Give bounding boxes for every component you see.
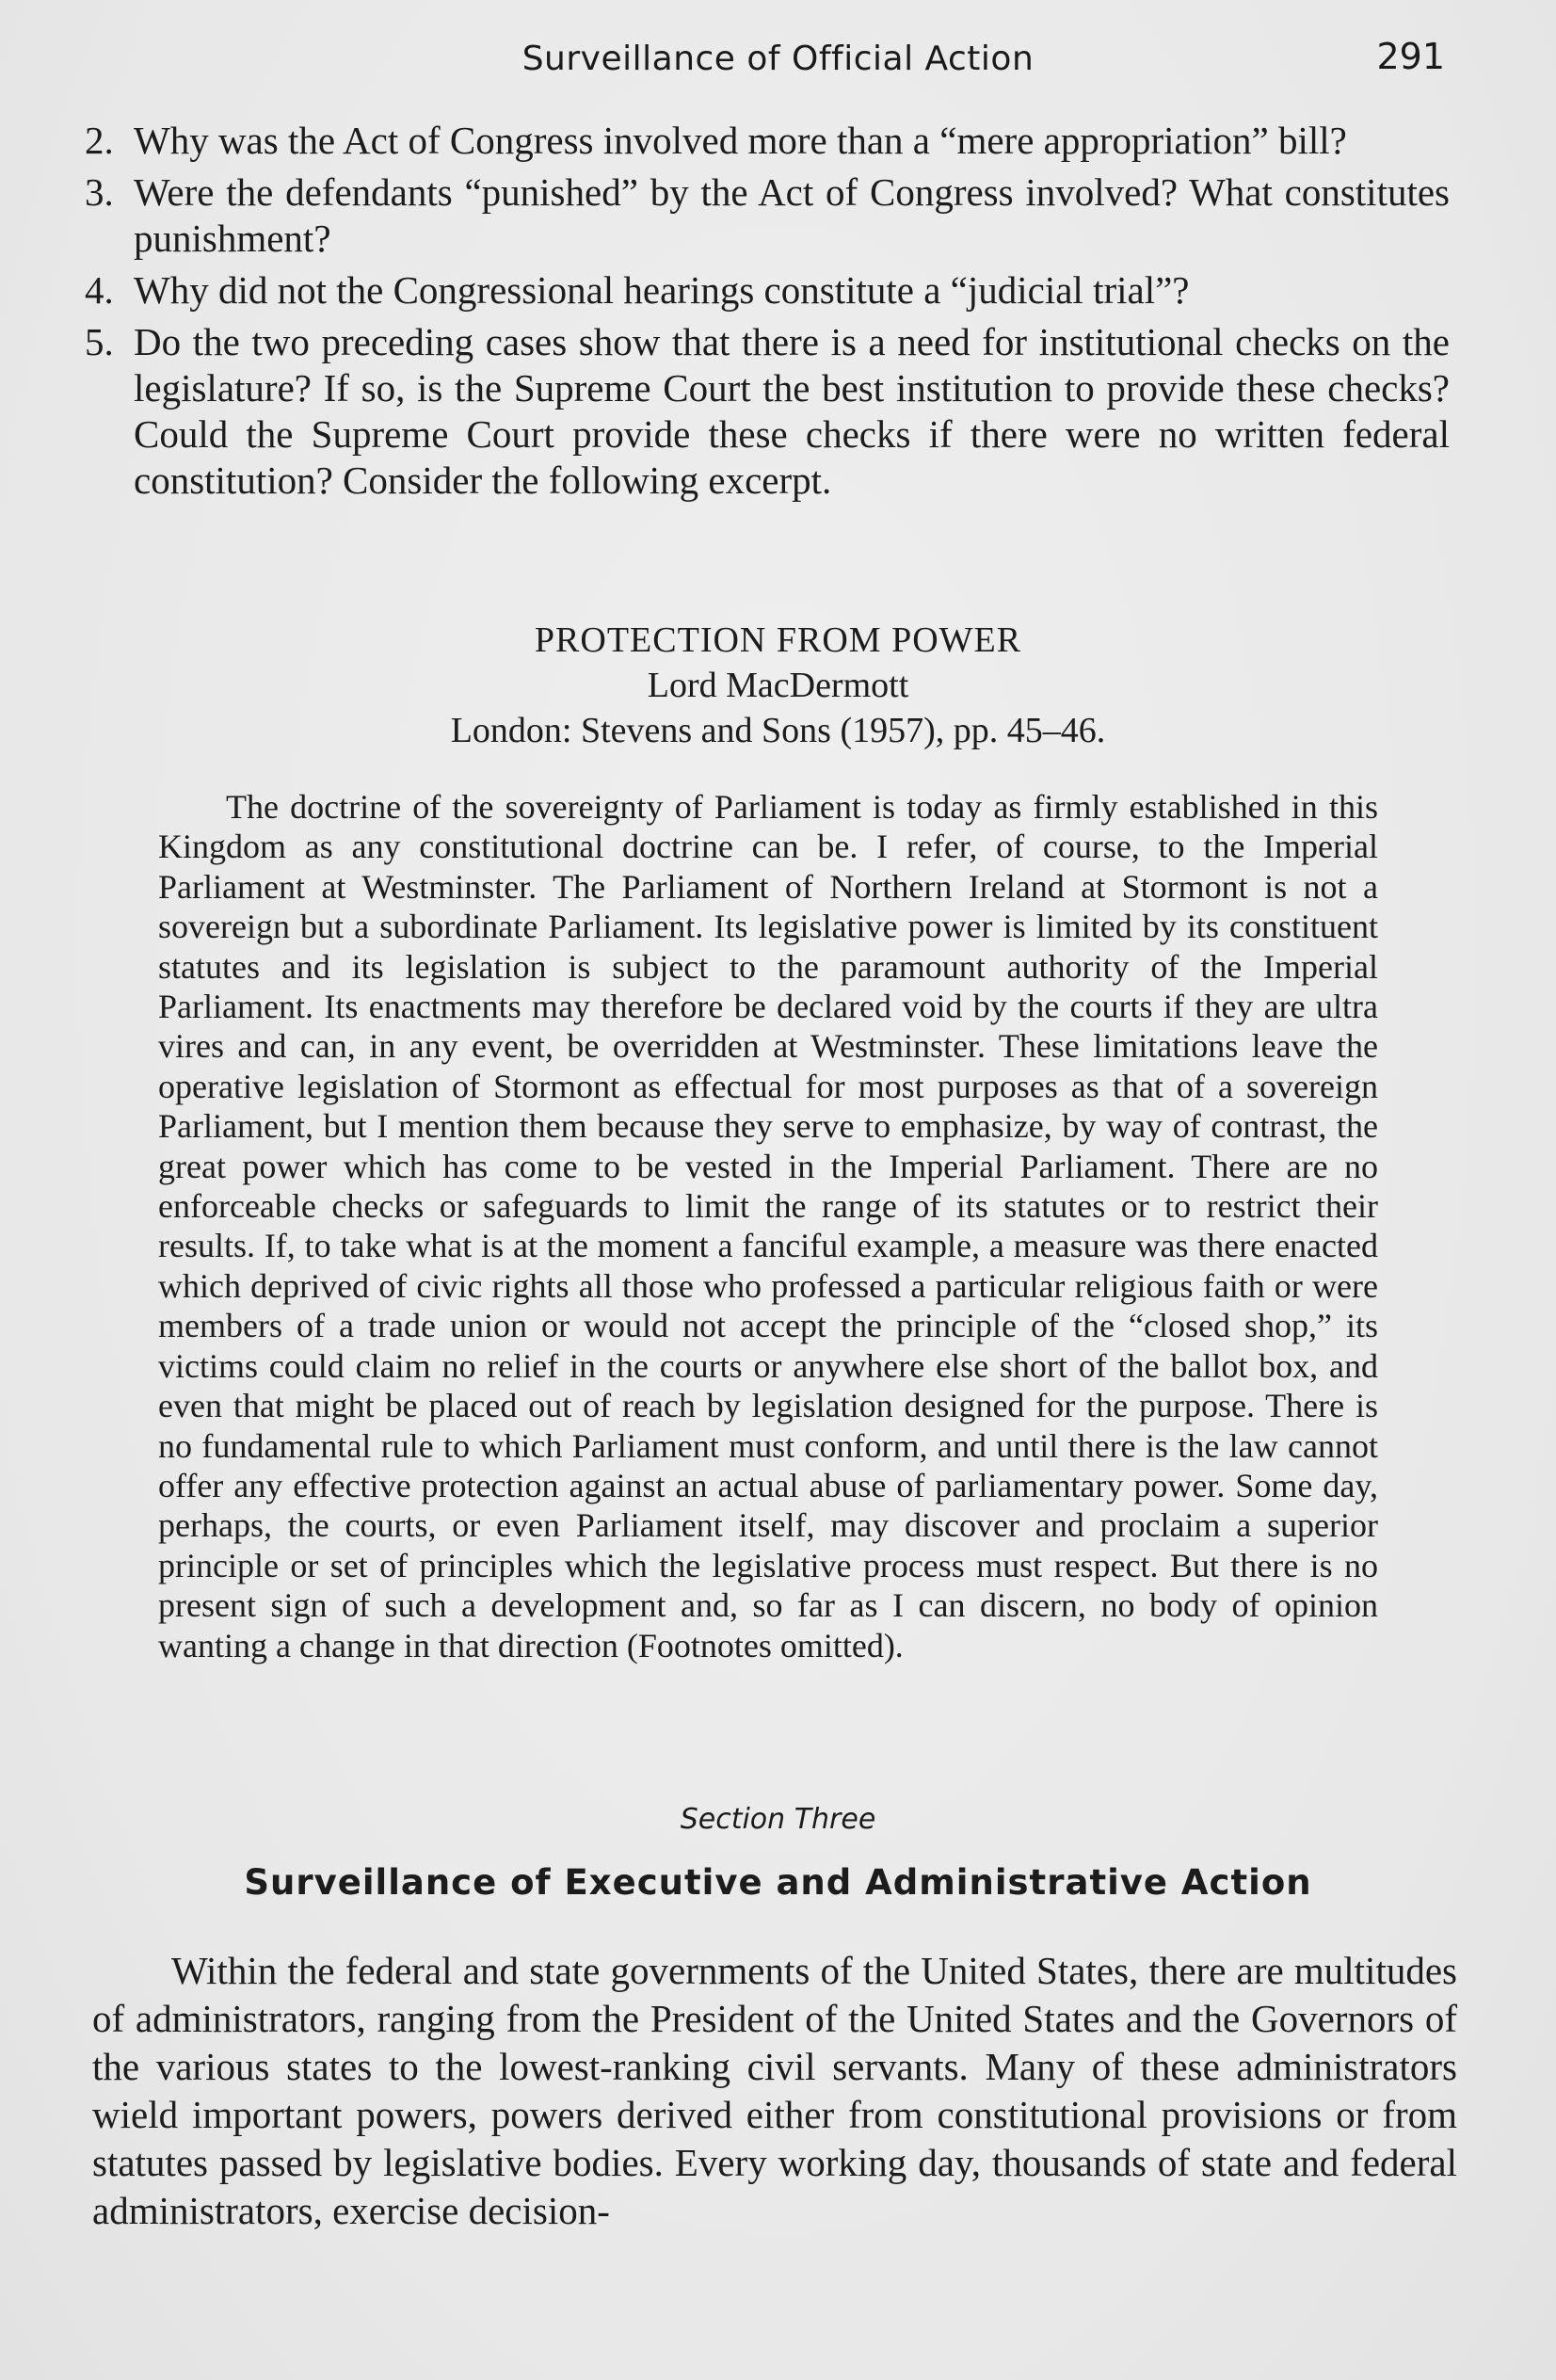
- running-header: [0, 32, 1556, 88]
- excerpt-heading: [0, 618, 1556, 753]
- question-item: [85, 319, 1450, 504]
- excerpt-title: PROTECTION FROM POWER: [534, 620, 1022, 660]
- excerpt-author: Lord MacDermott: [647, 666, 909, 705]
- page-number: 291: [1376, 36, 1445, 77]
- excerpt-source: London: Stevens and Sons (1957), pp. 45–46.: [450, 711, 1106, 750]
- running-title: Surveillance of Official Action: [521, 40, 1035, 78]
- section-intro-paragraph: Within the federal and state governments of the United States, there are multitudes of administrators, ranging from the President of the United States and the Governors of the various states to the lowest-ranking civil servants. Many of these administrators wield important powers, powers derived either from constitutional provisions or from statutes passed by legislative bodies. Every working day, thousands of state and federal administrators, exercise decision-: [92, 1949, 1457, 2232]
- question-text: Were the defendants “punished” by the Act of Congress involved? What constitutes punishment?: [134, 170, 1450, 260]
- section-title: Surveillance of Executive and Administrative Action: [244, 1862, 1312, 1903]
- question-text: Why was the Act of Congress involved more than a “mere appropriation” bill?: [134, 119, 1347, 162]
- question-number: 3.: [85, 170, 114, 214]
- question-text: Why did not the Congressional hearings constitute a “judicial trial”?: [134, 268, 1190, 312]
- excerpt-text: The doctrine of the sovereignty of Parliament is today as firmly established in this Kingdom as any constitutional doctrine can be. I refer, of course, to the Imperial Parliament at Westminster. The Parliament of Northern Ireland at Stormont is not a sovereign but a subordinate Parliament. Its legislative power is limited by its constituent statutes and its legislation is subject to the paramount authority of the Imperial Parliament. Its enactments may therefore be declared void by the courts if they are ultra vires and can, in any event, be overridden at Westminster. These limitations leave the operative legislation of Stormont as effectual for most purposes as that of a sovereign Parliament, but I mention them because they serve to emphasize, by way of contrast, the great power which has come to be vested in the Imperial Parliament. There are no enforceable checks or safeguards to limit the range of its statutes or to restrict their results. If, to take what is at the moment a fanciful example, a measure was there enacted which deprived of civic rights all those who professed a particular religious faith or were members of a trade union or would not accept the principle of the “closed shop,” its victims could claim no relief in the courts or anywhere else short of the ballot box, and even that might be placed out of reach by legislation designed for the purpose. There is no fundamental rule to which Parliament must conform, and until there is the law cannot offer any effective protection against an actual abuse of parliamentary power. Some day, perhaps, the courts, or even Parliament itself, may discover and proclaim a superior principle or set of principles which the legislative process must respect. But there is no present sign of such a development and, so far as I can discern, no body of opinion wanting a change in that direction (Footnotes omitted).: [158, 788, 1378, 1664]
- question-text: Do the two preceding cases show that there is a need for institutional checks on the legislature? If so, is the Supreme Court the best institution to provide these checks? Could the Supreme Court provide these checks if there were no written federal constitution? Consider the following excerpt.: [134, 320, 1450, 502]
- question-item: [85, 169, 1450, 262]
- question-item: [85, 267, 1450, 314]
- question-number: 5.: [85, 320, 114, 363]
- question-list: [85, 118, 1450, 509]
- question-item: [85, 118, 1450, 164]
- section-label: Section Three: [680, 1803, 876, 1836]
- question-number: 4.: [85, 268, 114, 312]
- question-number: 2.: [85, 119, 114, 162]
